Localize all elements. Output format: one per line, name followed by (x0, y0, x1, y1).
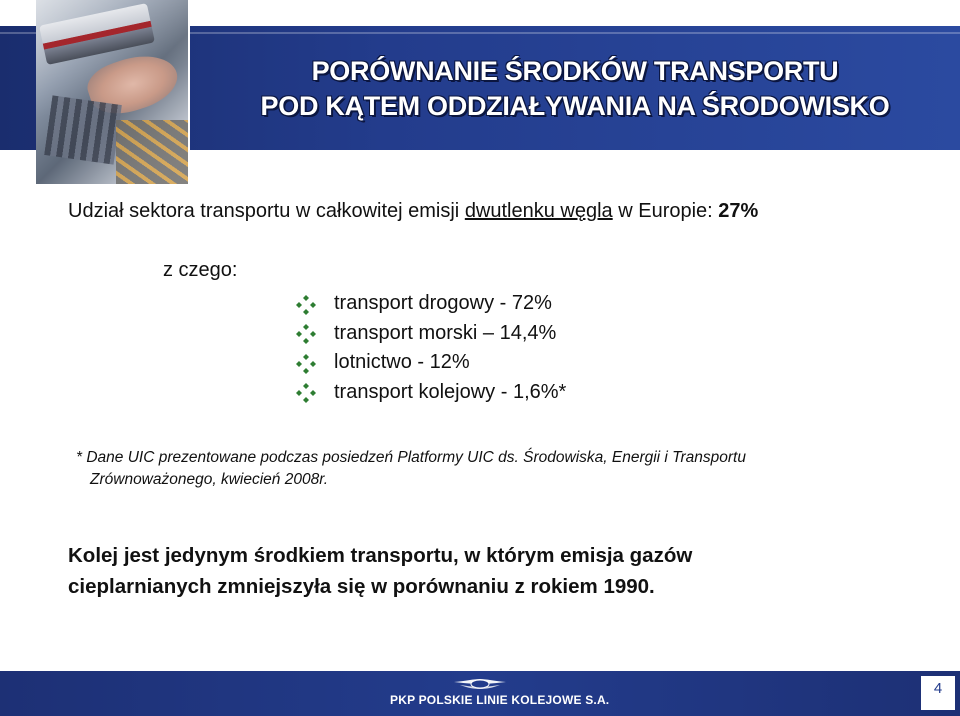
breakdown-list (296, 289, 566, 407)
list-item-text: transport drogowy - 72% (334, 292, 552, 315)
list-item (296, 289, 566, 319)
list-item (296, 378, 566, 408)
footer-logo (390, 676, 610, 712)
four-diamond-bullet-icon (296, 323, 334, 343)
panel-photo (44, 95, 122, 164)
main-statement-value: 27% (718, 200, 759, 222)
list-item-text: transport kolejowy - 1,6%* (334, 380, 567, 403)
footnote-line-1: * Dane UIC prezentowane podczas posiedzeń Platformy UIC ds. Środowiska, Energii i Transportu (76, 449, 746, 466)
slide-title-line-2: POD KĄTEM ODDZIAŁYWANIA NA ŚRODOWISKO (260, 91, 890, 121)
conclusion-line-1: Kolej jest jedynym środkiem transportu, w którym emisja gazów (68, 544, 693, 567)
list-item-text: transport morski – 14,4% (334, 321, 557, 344)
conclusion-line-2: cieplarnianych zmniejszyła się w porównaniu z rokiem 1990. (68, 575, 655, 598)
list-item-text: lotnictwo - 12% (334, 351, 470, 374)
page-number: 4 (921, 676, 955, 710)
main-statement-suffix: w Europie: (612, 200, 719, 222)
main-statement-prefix: Udział sektora transportu w całkowitej emisji (68, 200, 465, 222)
list-item (296, 319, 566, 349)
footnote (76, 447, 936, 491)
four-diamond-bullet-icon (296, 382, 334, 402)
list-item (296, 348, 566, 378)
rails-photo (116, 120, 190, 184)
breakdown-intro: z czego: (163, 259, 238, 281)
header-photo-collage (36, 0, 190, 184)
conclusion (68, 540, 928, 602)
company-name: PKP POLSKIE LINIE KOLEJOWE S.A. (390, 693, 610, 707)
slide-title-line-1: PORÓWNANIE ŚRODKÓW TRANSPORTU (311, 56, 839, 86)
four-diamond-bullet-icon (296, 353, 334, 373)
main-statement (68, 200, 758, 223)
footnote-line-2: Zrównoważonego, kwiecień 2008r. (90, 471, 329, 488)
main-statement-underlined: dwutlenku węgla (464, 200, 613, 222)
four-diamond-bullet-icon (296, 294, 334, 314)
pkp-winged-logo-icon (452, 676, 508, 692)
slide-title (190, 54, 960, 124)
